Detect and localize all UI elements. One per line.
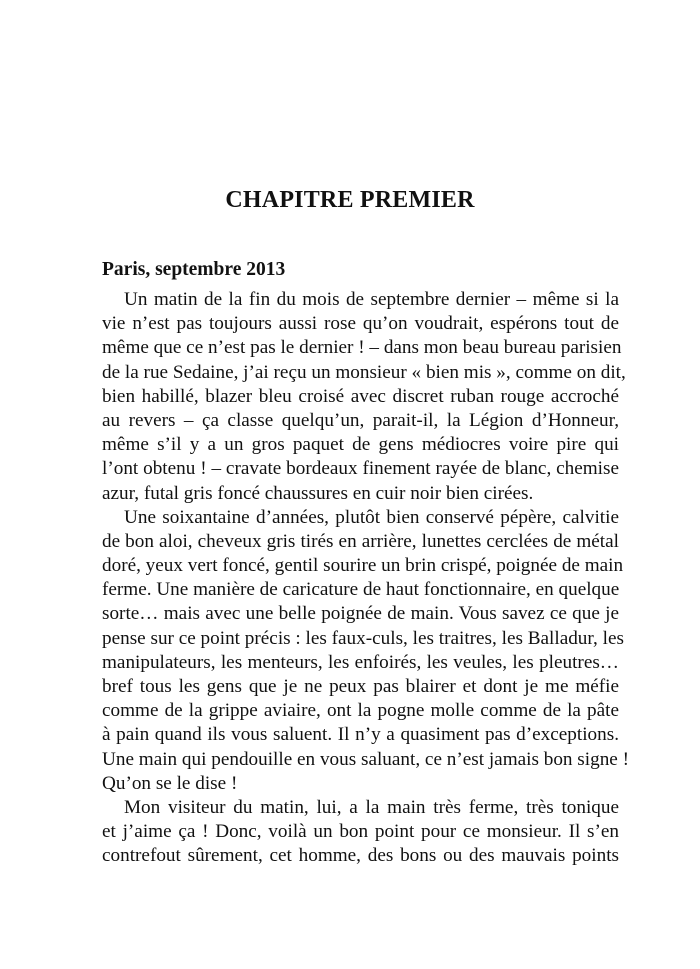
text-line: Mon visiteur du matin, lui, a la main très ferme, très tonique	[124, 796, 619, 818]
text-line: même que ce n’est pas le dernier ! – dans mon beau bureau parisien	[102, 337, 622, 359]
text-line: Une soixantaine d’années, plutôt bien conservé pépère, calvitie	[124, 506, 619, 528]
text-line: manipulateurs, les menteurs, les enfoirés, les veules, les pleutres…	[102, 651, 619, 673]
text-line: Qu’on se le dise !	[102, 772, 238, 794]
text-line: azur, futal gris foncé chaussures en cuir noir bien cirées.	[102, 482, 534, 504]
text-line: au revers – ça classe quelqu’un, parait-il, la Légion d’Honneur,	[102, 409, 619, 431]
text-line: l’ont obtenu ! – cravate bordeaux finement rayée de blanc, chemise	[102, 458, 619, 480]
text-line: et j’aime ça ! Donc, voilà un bon point pour ce monsieur. Il s’en	[102, 821, 619, 843]
text-line: de la rue Sedaine, j’ai reçu un monsieur « bien mis », comme on dit,	[102, 361, 626, 383]
text-line: contrefout sûrement, cet homme, des bons ou des mauvais points	[102, 845, 619, 867]
text-line: bref tous les gens que je ne peux pas blairer et dont je me méfie	[102, 676, 619, 697]
text-line: même s’il y a un gros paquet de gens médiocres voire pire qui	[102, 434, 619, 456]
chapter-body	[80, 258, 630, 869]
paragraph-2	[80, 506, 630, 796]
text-line: sorte… mais avec une belle poignée de main. Vous savez ce que je	[102, 603, 619, 625]
text-line: à pain quand ils vous saluent. Il n’y a quasiment pas d’exceptions.	[102, 724, 619, 746]
chapter-title: CHAPITRE PREMIER	[225, 187, 475, 213]
text-line: pense sur ce point précis : les faux-culs, les traitres, les Balladur, les	[102, 627, 624, 649]
text-line: doré, yeux vert foncé, gentil sourire un brin crispé, poignée de main	[102, 555, 624, 577]
paragraph-3	[80, 796, 619, 869]
section-heading: Paris, septembre 2013	[102, 259, 286, 280]
paragraph-1	[80, 288, 626, 506]
text-line: Une main qui pendouille en vous saluant, ce n’est jamais bon signe !	[102, 748, 630, 770]
text-line: comme de la grippe aviaire, ont la pogne molle comme de la pâte	[102, 700, 619, 722]
text-line: Un matin de la fin du mois de septembre dernier – même si la	[124, 289, 619, 310]
text-line: de bon aloi, cheveux gris tirés en arrière, lunettes cerclées de métal	[102, 530, 619, 552]
text-line: vie n’est pas toujours aussi rose qu’on voudrait, espérons tout de	[102, 313, 619, 335]
text-line: ferme. Une manière de caricature de haut fonctionnaire, en quelque	[102, 579, 620, 601]
text-line: bien habillé, blazer bleu croisé avec discret ruban rouge accroché	[102, 385, 619, 407]
